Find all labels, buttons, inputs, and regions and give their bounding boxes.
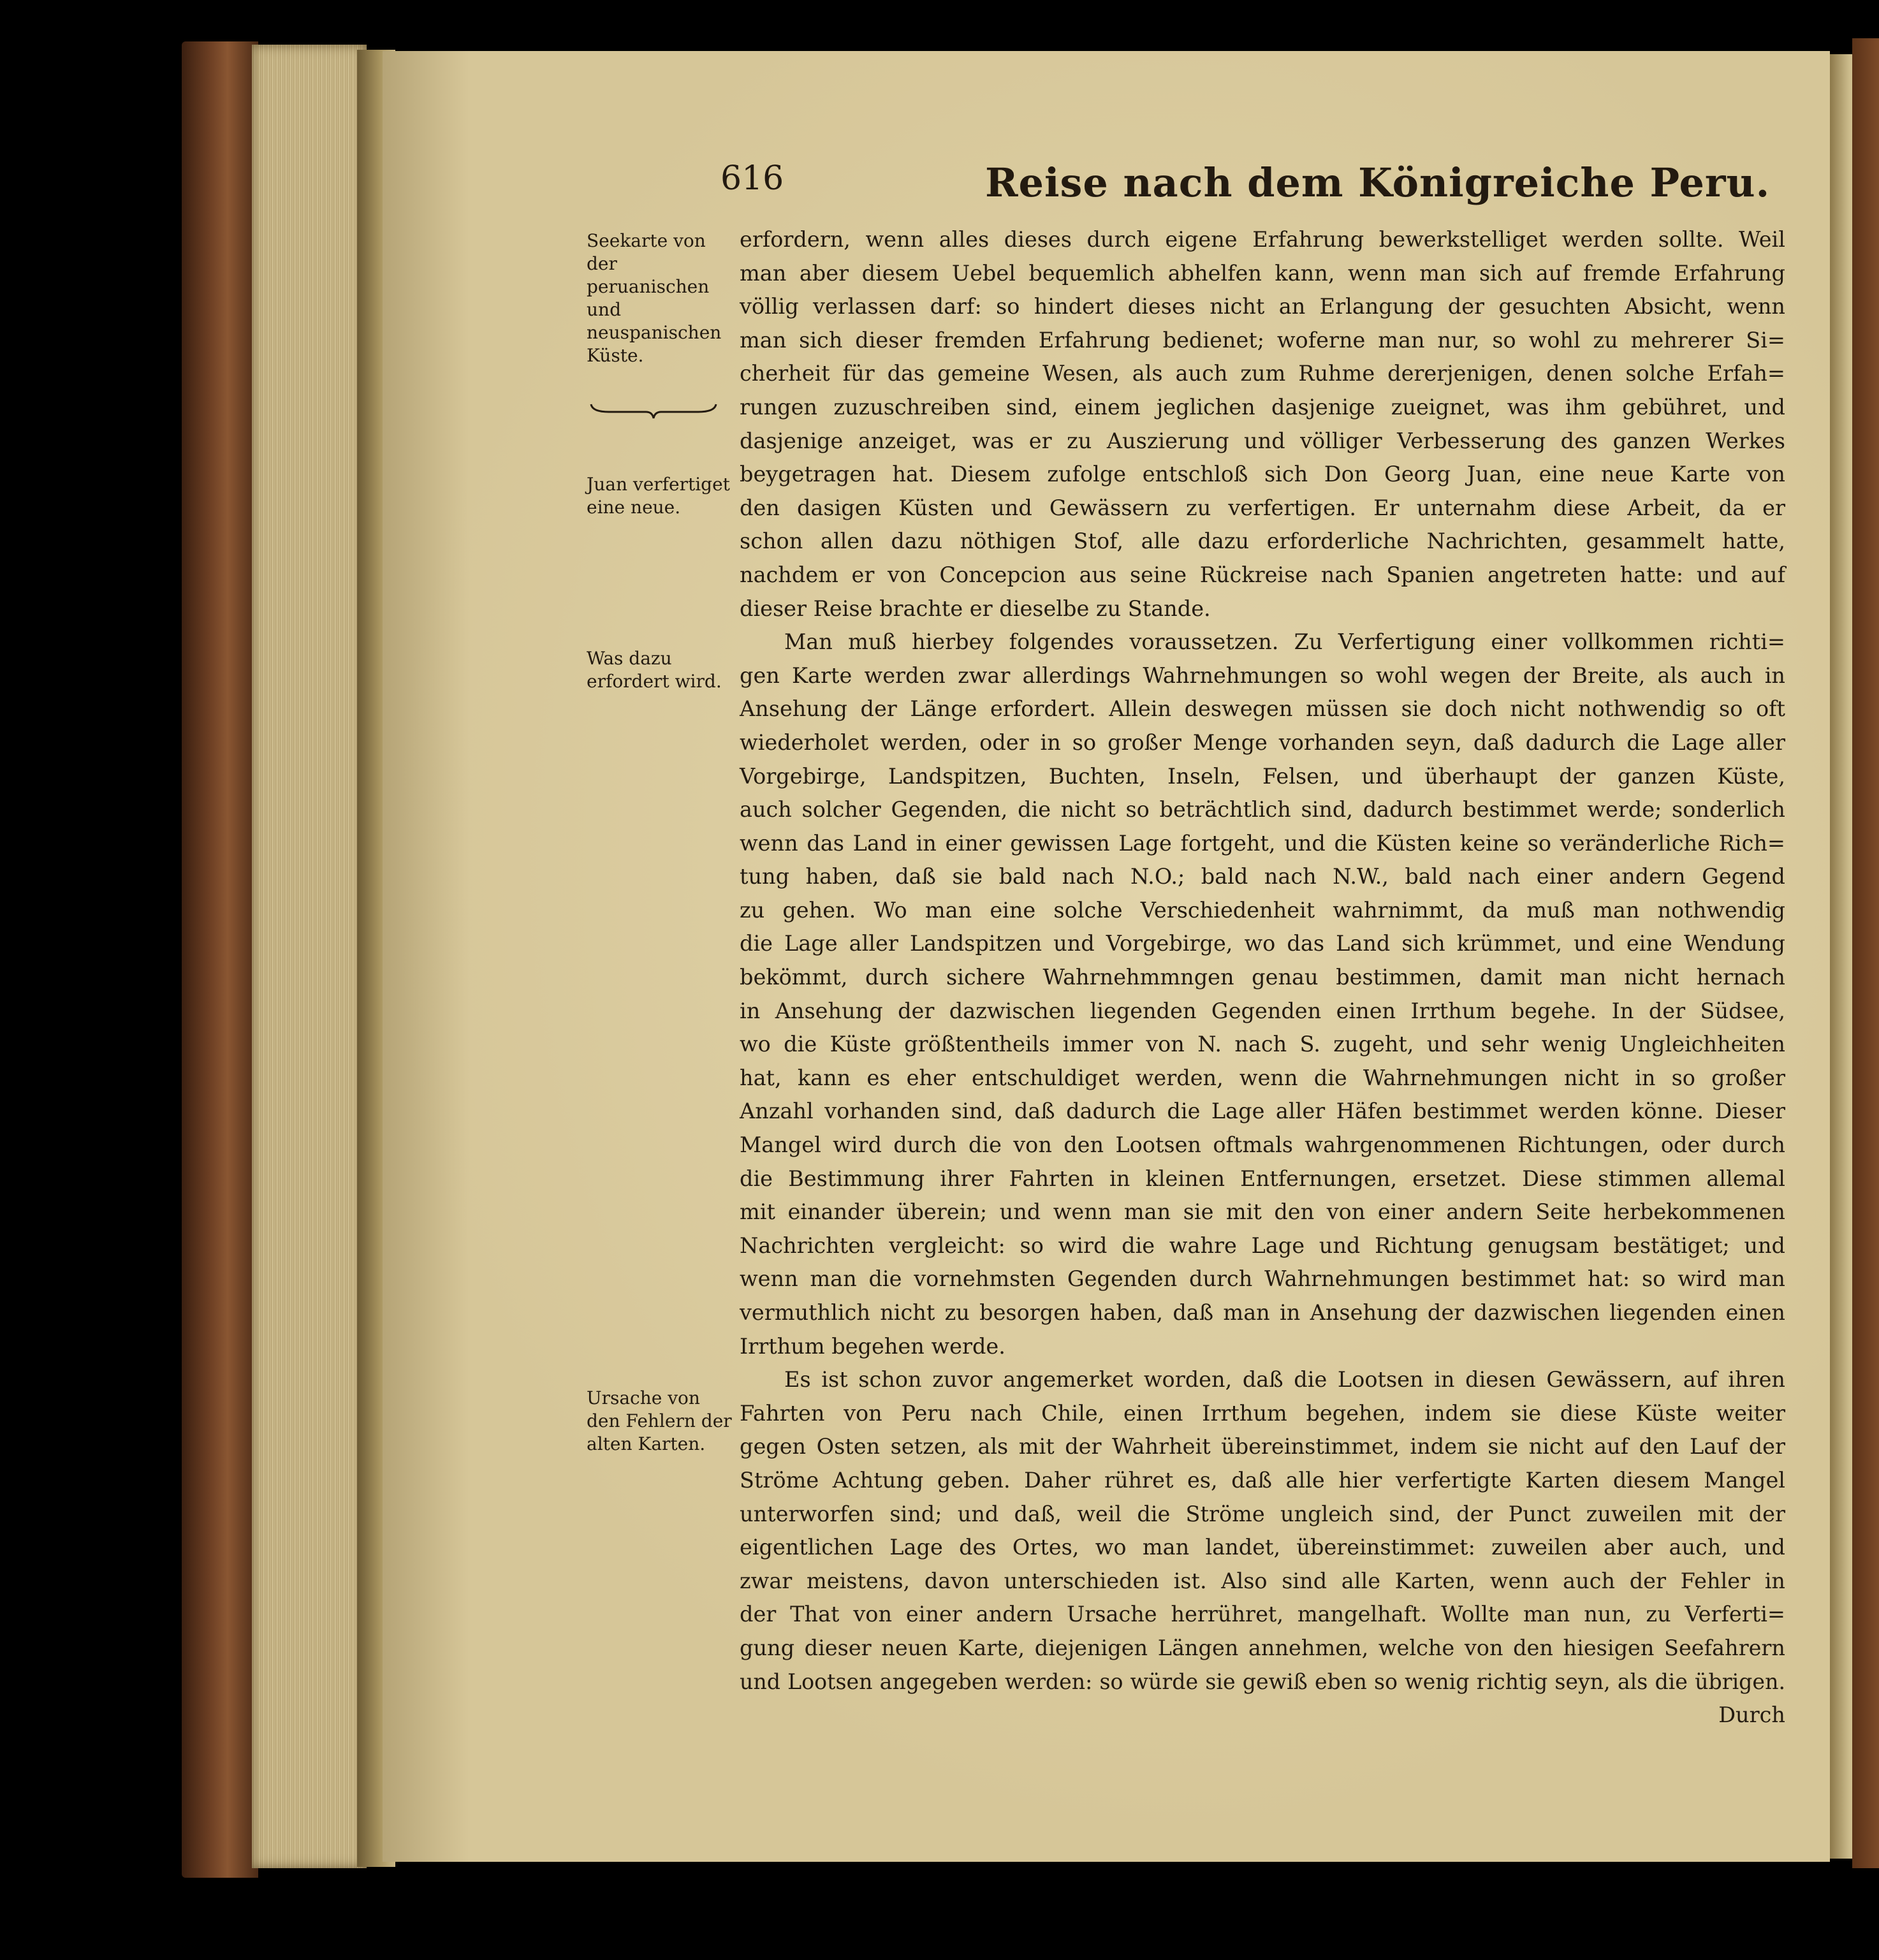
text-line: die Bestimmung ihrer Fahrten in kleinen Entfernungen, ersetzet. Diese stimmen allemal	[740, 1166, 1785, 1191]
margin-note-ursache: Ursache von den Fehlern der alten Karten.	[587, 1387, 732, 1454]
running-title: Reise nach dem Königreiche Peru.	[985, 159, 1771, 206]
margin-note-juan: Juan verfertiget eine neue.	[587, 474, 730, 518]
text-line: zwar meistens, davon unterschieden ist. Also sind alle Karten, wenn auch der Fehler in	[740, 1568, 1785, 1593]
page-number: 616	[720, 159, 784, 198]
body-text	[740, 223, 1785, 1732]
text-line: nachdem er von Concepcion aus seine Rückreise nach Spanien angetreten hatte: und auf	[740, 562, 1785, 587]
text-line: man sich dieser fremden Erfahrung bedienet; woferne man nur, so wohl zu mehrerer Si=	[740, 327, 1785, 353]
text-line: cherheit für das gemeine Wesen, als auch zum Ruhme dererjenigen, denen solche Erfah=	[740, 361, 1785, 386]
text-line: die Lage aller Landspitzen und Vorgebirge, wo das Land sich krümmet, und eine Wendung	[740, 931, 1785, 956]
text-line: Ansehung der Länge erfordert. Allein deswegen müssen sie doch nicht nothwendig so oft	[740, 696, 1785, 722]
text-line: der That von einer andern Ursache herrühret, mangelhaft. Wollte man nun, zu Verferti=	[740, 1602, 1785, 1627]
book-cover-left	[182, 41, 258, 1878]
text-line: auch solcher Gegenden, die nicht so beträchtlich sind, dadurch bestimmet werde; sonderlich	[740, 797, 1785, 823]
margin-brace	[590, 402, 717, 421]
text-line: bekömmt, durch sichere Wahrnehmmngen genau bestimmen, damit man nicht hernach	[740, 965, 1785, 990]
text-line: Vorgebirge, Landspitzen, Buchten, Inseln, Felsen, und überhaupt der ganzen Küste,	[740, 763, 1785, 789]
text-line: den dasigen Küsten und Gewässern zu verfertigen. Er unternahm diese Arbeit, da er	[740, 495, 1785, 520]
text-line: Man muß hierbey folgendes voraussetzen. Zu Verfertigung einer vollkommen richti=	[784, 629, 1785, 655]
text-line: gegen Osten setzen, als mit der Wahrheit übereinstimmet, indem sie nicht auf den Lauf der	[740, 1434, 1785, 1459]
text-line: unterworfen sind; und daß, weil die Ströme ungleich sind, der Punct zuweilen mit der	[740, 1501, 1785, 1526]
text-line: schon allen dazu nöthigen Stof, alle dazu erforderliche Nachrichten, gesammelt hatte,	[740, 529, 1785, 554]
text-line: Mangel wird durch die von den Lootsen oftmals wahrgenommenen Richtungen, oder durch	[740, 1132, 1785, 1158]
text-line: dasjenige anzeiget, was er zu Auszierung und völliger Verbesserung des ganzen Werkes	[740, 428, 1785, 453]
margin-note-was-dazu: Was dazu erfordert wird.	[587, 648, 722, 692]
text-line: gung dieser neuen Karte, diejenigen Längen annehmen, welche von den hiesigen Seefahrern	[740, 1635, 1785, 1660]
text-line: Es ist schon zuvor angemerket worden, daß die Lootsen in diesen Gewässern, auf ihren	[784, 1367, 1785, 1393]
text-line: tung haben, daß sie bald nach N.O.; bald nach N.W., bald nach einer andern Gegend	[740, 864, 1785, 889]
text-line: man aber diesem Uebel bequemlich abhelfen kann, wenn man sich auf fremde Erfahrung	[740, 260, 1785, 286]
text-line: in Ansehung der dazwischen liegenden Gegenden einen Irrthum begehe. In der Südsee,	[740, 998, 1785, 1023]
catchword: Durch	[1718, 1702, 1785, 1728]
text-line: gen Karte werden zwar allerdings Wahrnehmungen so wohl wegen der Breite, als auch in	[740, 662, 1785, 688]
text-line: Nachrichten vergleicht: so wird die wahre Lage und Richtung genugsam bestätiget; und	[740, 1232, 1785, 1258]
text-line: beygetragen hat. Diesem zufolge entschloß sich Don Georg Juan, eine neue Karte von	[740, 462, 1785, 487]
text-line: zu gehen. Wo man eine solche Verschiedenheit wahrnimmt, da muß man nothwendig	[740, 897, 1785, 923]
text-line: eigentlichen Lage des Ortes, wo man landet, übereinstimmet: zuweilen aber auch, und	[740, 1535, 1785, 1560]
text-line: wiederholet werden, oder in so großer Menge vorhanden seyn, daß dadurch die Lage aller	[740, 729, 1785, 755]
text-line: erfordern, wenn alles dieses durch eigene Erfahrung bewerkstelliget werden sollte. Weil	[740, 227, 1785, 252]
text-line: dieser Reise brachte er dieselbe zu Stande.	[740, 596, 1211, 621]
text-line: hat, kann es eher entschuldiget werden, wenn die Wahrnehmungen nicht in so großer	[740, 1065, 1785, 1090]
text-line: mit einander überein; und wenn man sie mit den von einer andern Seite herbekommenen	[740, 1199, 1785, 1225]
page-block-edges	[252, 45, 367, 1868]
text-line: Irrthum begehen werde.	[740, 1333, 1005, 1359]
text-line: wo die Küste größtentheils immer von N. nach S. zugeht, und sehr wenig Ungleichheiten	[740, 1032, 1785, 1057]
text-line: und Lootsen angegeben werden: so würde sie gewiß eben so wenig richtig seyn, als die übrigen.	[740, 1669, 1785, 1694]
book-cover-right	[1852, 38, 1879, 1868]
page-header	[720, 159, 1804, 210]
text-line: Fahrten von Peru nach Chile, einen Irrthum begehen, indem sie diese Küste weiter	[740, 1400, 1785, 1426]
margin-note-seekarte: Seekarte von der peruanischen und neuspanischen Küste.	[587, 230, 722, 366]
text-line: Ströme Achtung geben. Daher rühret es, daß alle hier verfertigte Karten diesem Mangel	[740, 1467, 1785, 1493]
text-line: vermuthlich nicht zu besorgen haben, daß man in Ansehung der dazwischen liegenden einen	[740, 1300, 1785, 1325]
text-line: rungen zuzuschreiben sind, einem jeglichen dasjenige zueignet, was ihm gebühret, und	[740, 394, 1785, 420]
text-line: Anzahl vorhanden sind, daß dadurch die Lage aller Häfen bestimmet werden könne. Dieser	[740, 1099, 1785, 1124]
text-line: wenn man die vornehmsten Gegenden durch Wahrnehmungen bestimmet hat: so wird man	[740, 1266, 1785, 1292]
text-line: wenn das Land in einer gewissen Lage fortgeht, und die Küsten keine so veränderliche Rich=	[740, 830, 1785, 856]
text-line: völlig verlassen darf: so hindert dieses nicht an Erlangung der gesuchten Absicht, wenn	[740, 294, 1785, 319]
